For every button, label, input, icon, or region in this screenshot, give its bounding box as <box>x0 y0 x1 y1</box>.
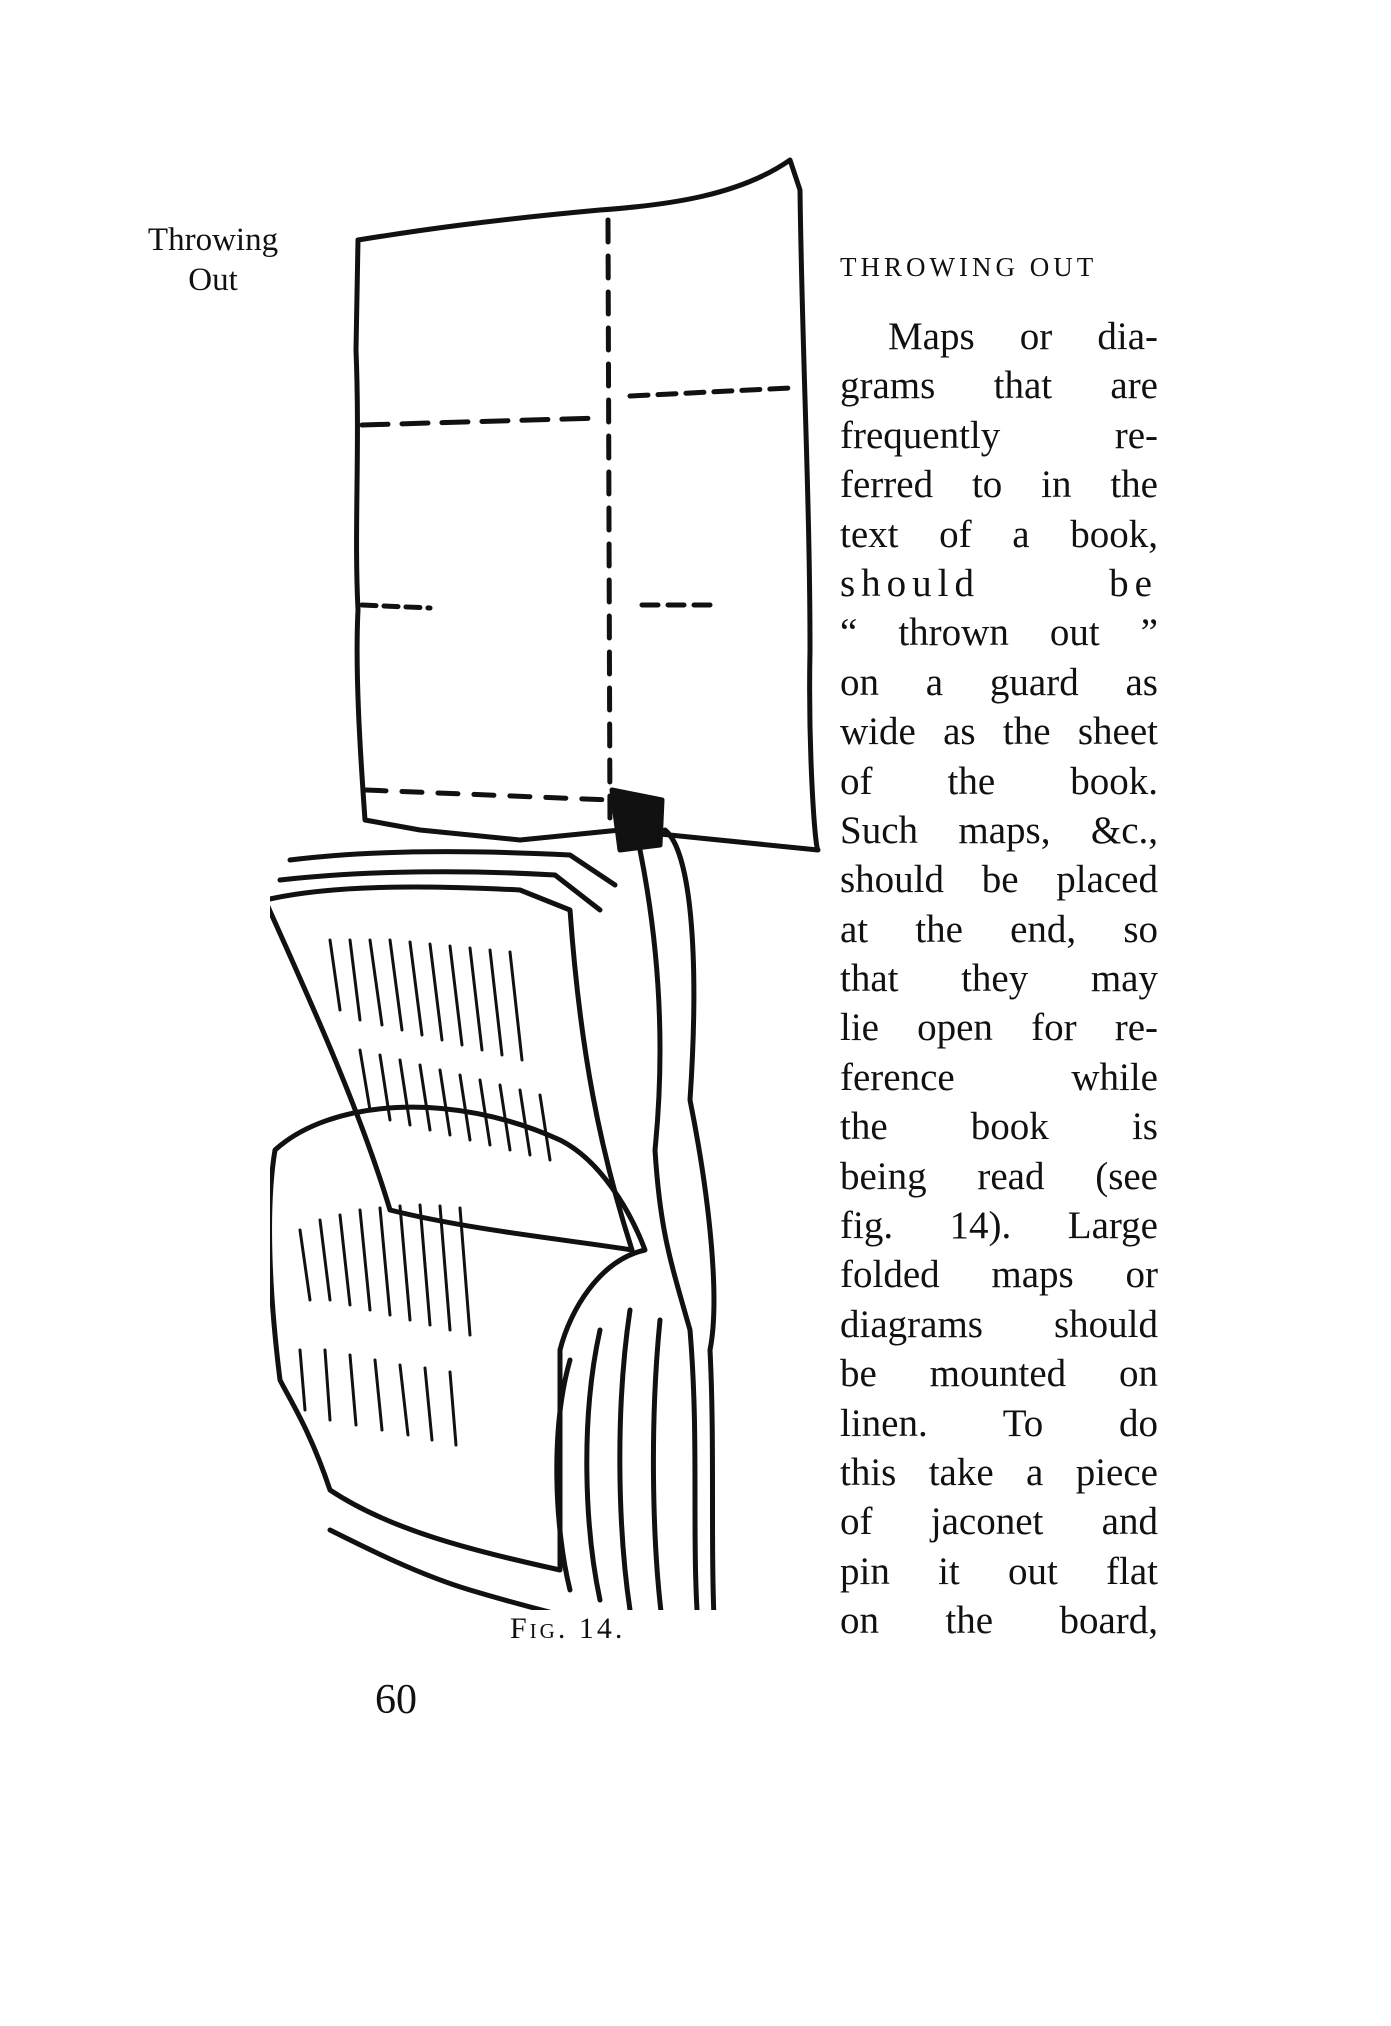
text-line: lie open for re- <box>840 1006 1158 1050</box>
margin-note-line-2: Out <box>188 262 238 298</box>
book-spine <box>330 850 700 1610</box>
text-line: of the book. <box>840 759 1158 803</box>
text-line: on a guard as <box>840 660 1158 704</box>
running-head: THROWING OUT <box>840 252 1098 282</box>
text-line: grams that are <box>840 364 1158 408</box>
map-fold-horizontal-5 <box>366 790 610 800</box>
text-line: at the end, so <box>840 907 1158 951</box>
text-line: be mounted on <box>840 1352 1158 1396</box>
text-line: the book is <box>840 1105 1158 1149</box>
book-with-folded-map-illustration <box>270 150 830 1610</box>
margin-note-line-1: Throwing <box>147 222 279 258</box>
body-text-column <box>840 312 1158 1646</box>
text-line: should be <box>840 561 1158 605</box>
text-line: diagrams should <box>840 1302 1158 1346</box>
map-fold-vertical <box>608 220 610 830</box>
text-line: that they may <box>840 957 1158 1001</box>
map-fold-horizontal-3 <box>362 605 430 608</box>
text-line: frequently re- <box>840 413 1158 457</box>
text-line: text of a book, <box>840 512 1158 556</box>
text-line: folded maps or <box>840 1253 1158 1297</box>
text-line: of jaconet and <box>840 1500 1158 1544</box>
text-line: “ thrown out ” <box>840 611 1158 655</box>
text-line: Maps or dia- <box>888 315 1158 358</box>
figure-illustration <box>270 150 830 1610</box>
text-line: on the board, <box>840 1599 1158 1643</box>
text-line: this take a piece <box>840 1450 1158 1494</box>
upper-open-pages <box>270 887 632 1250</box>
text-line: being read (see <box>840 1154 1158 1198</box>
page-number: 60 <box>375 1677 417 1723</box>
map-fold-horizontal-2 <box>630 388 790 396</box>
text-line: Such maps, &c., <box>840 808 1158 852</box>
text-line: pin it out flat <box>840 1549 1158 1593</box>
text-line: linen. To do <box>840 1401 1158 1445</box>
text-line: ferred to in the <box>840 463 1158 507</box>
map-sheet-outline <box>356 160 818 850</box>
text-line: should be placed <box>840 858 1158 902</box>
figure-caption: Fig. 14. <box>510 1612 626 1645</box>
text-line: ference while <box>840 1055 1158 1099</box>
guard-strip <box>612 790 662 850</box>
text-line: wide as the sheet <box>840 710 1158 754</box>
text-line: fig. 14). Large <box>840 1204 1158 1248</box>
map-fold-horizontal-1 <box>362 418 600 425</box>
